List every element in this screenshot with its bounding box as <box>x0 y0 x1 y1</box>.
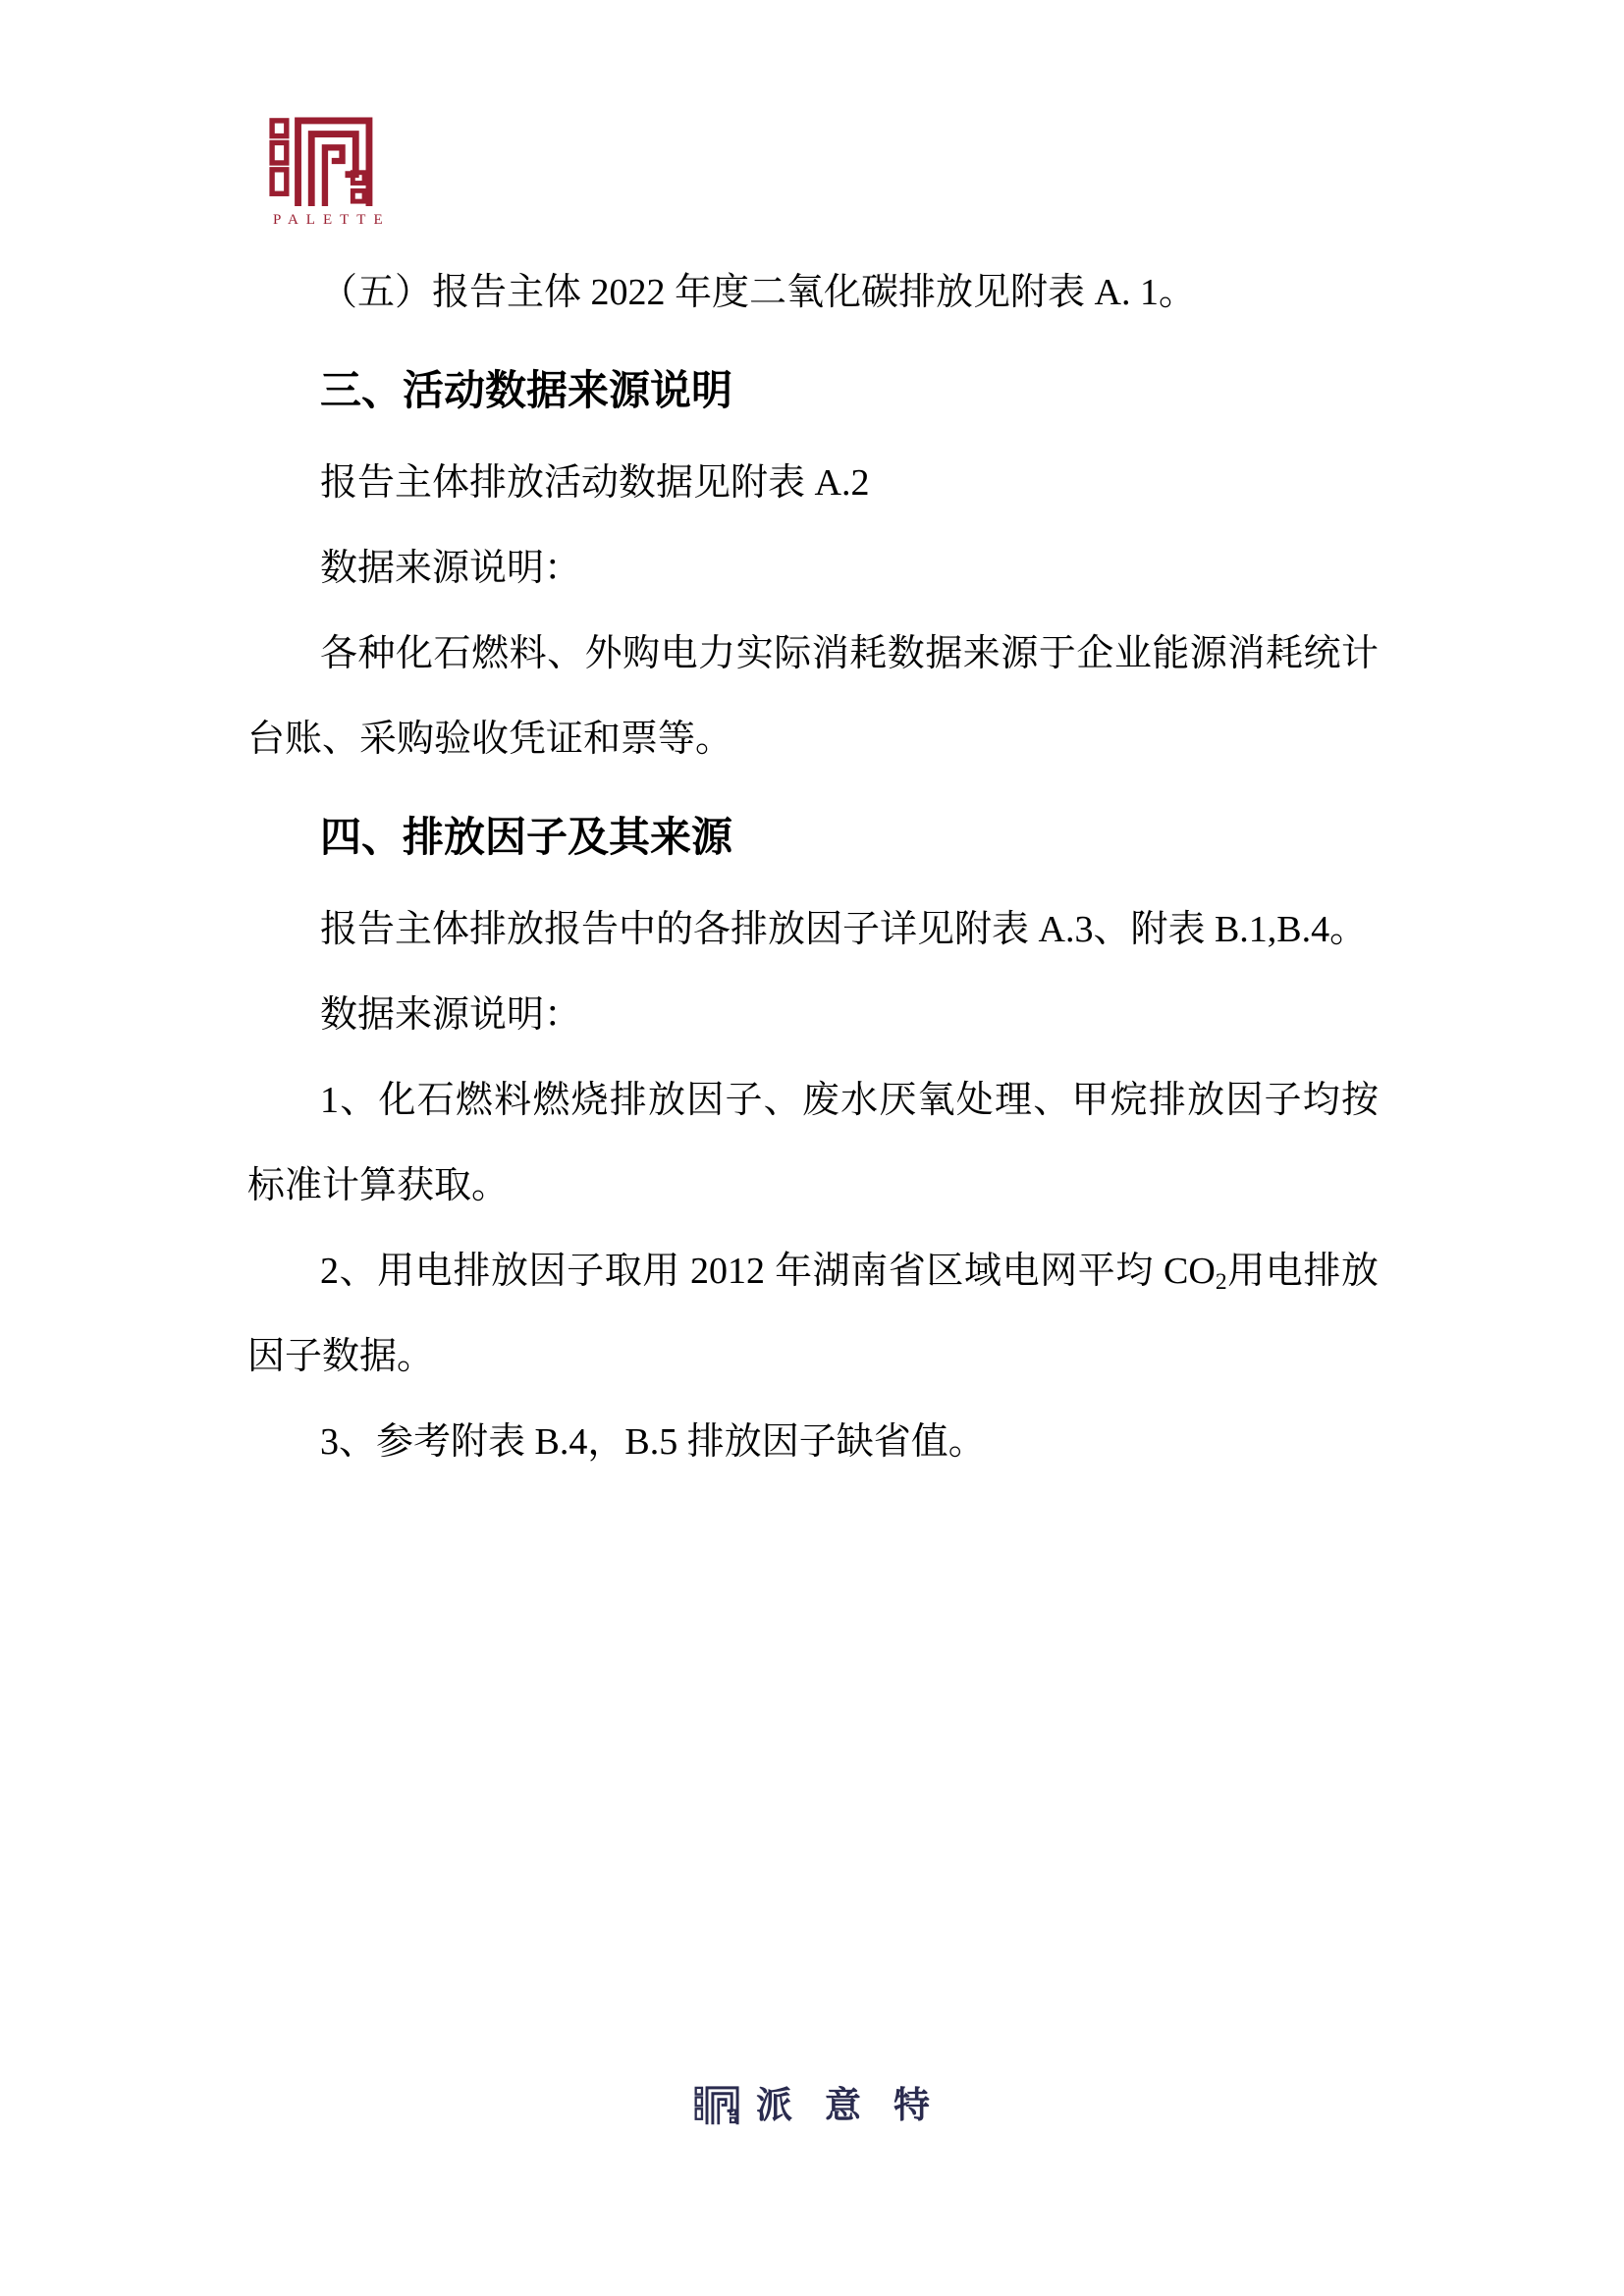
paragraph-line: （五）报告主体 2022 年度二氧化碳排放见附表 A. 1。 <box>320 272 1196 313</box>
palette-logo-icon <box>267 116 377 206</box>
co2-subscript: 2 <box>1215 1268 1227 1295</box>
page-footer <box>0 2083 1624 2127</box>
section-heading-emission-factors: 四、排放因子及其来源 <box>320 814 733 860</box>
paragraph-line: 台账、采购验收凭证和票等。 <box>247 719 733 760</box>
paragraph-line: 数据来源说明： <box>320 548 582 589</box>
paragraph-line: 报告主体排放报告中的各排放因子详见附表 A.3、附表 B.1,B.4。 <box>320 909 1368 950</box>
palette-wordmark: PALETTE <box>273 212 391 228</box>
document-body <box>247 250 1379 1485</box>
paragraph-line: 1、化石燃料燃烧排放因子、废水厌氧处理、甲烷排放因子均按 <box>320 1080 1379 1121</box>
paragraph-line: 各种化石燃料、外购电力实际消耗数据来源于企业能源消耗统计 <box>320 633 1379 674</box>
paragraph-line: 3、参考附表 B.4，B.5 排放因子缺省值。 <box>320 1421 986 1463</box>
footer-logo-icon <box>694 2083 740 2127</box>
paragraph-text: 用电排放 <box>1226 1251 1379 1292</box>
paragraph-line <box>247 1229 1379 1314</box>
paragraph-line: 因子数据。 <box>247 1336 435 1377</box>
paragraph-text: 2、用电排放因子取用 2012 年湖南省区域电网平均 CO <box>320 1251 1216 1292</box>
paragraph-line: 标准计算获取。 <box>247 1165 510 1206</box>
palette-logo <box>265 116 391 229</box>
footer-brand-text: 派意特 <box>756 2085 962 2125</box>
paragraph-line: 报告主体排放活动数据见附表 A.2 <box>320 462 870 504</box>
section-heading-activity-data-source: 三、活动数据来源说明 <box>320 367 733 413</box>
paragraph-line: 数据来源说明： <box>320 994 582 1036</box>
